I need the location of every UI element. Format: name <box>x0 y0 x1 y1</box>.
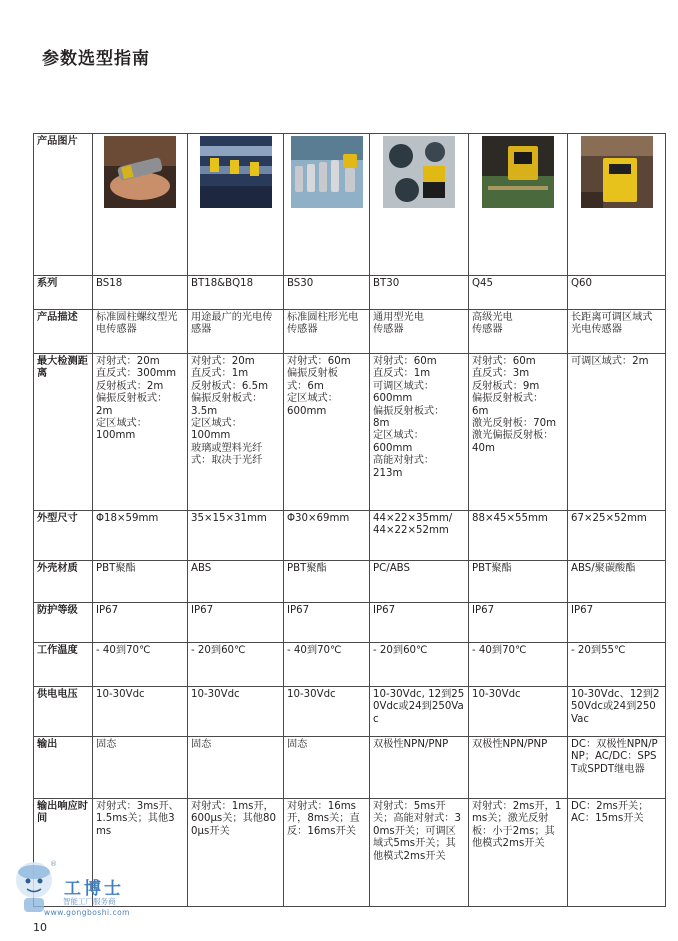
response-cell: DC：2ms开关； AC：15ms开关 <box>568 799 666 907</box>
size-cell: 35×15×31mm <box>188 511 284 561</box>
row-size <box>34 511 666 561</box>
output-cell: 固态 <box>93 737 188 799</box>
series-cell: Q60 <box>568 276 666 310</box>
row-header-series: 系列 <box>34 276 93 310</box>
product-photo-bt18-bq18 <box>200 136 272 208</box>
product-photo-bs30 <box>291 136 363 208</box>
range-cell: 可调区域式：2m <box>568 354 666 511</box>
row-header-housing: 外壳材质 <box>34 561 93 603</box>
product-photo-q60 <box>581 136 653 208</box>
desc-cell: 高级光电 传感器 <box>469 310 568 354</box>
series-cell: BT30 <box>370 276 469 310</box>
row-header-output: 输出 <box>34 737 93 799</box>
row-voltage <box>34 687 666 737</box>
desc-cell: 标准圆柱形光电传感器 <box>284 310 370 354</box>
row-temp <box>34 643 666 687</box>
voltage-cell: 10-30Vdc、12到250Vdc或24到250Vac <box>568 687 666 737</box>
voltage-cell: 10-30Vdc <box>284 687 370 737</box>
protection-cell: IP67 <box>284 603 370 643</box>
temp-cell: - 40到70℃ <box>284 643 370 687</box>
row-header-image: 产品图片 <box>34 134 93 276</box>
row-protection <box>34 603 666 643</box>
housing-cell: PBT聚酯 <box>469 561 568 603</box>
voltage-cell: 10-30Vdc, 12到250Vdc或24到250Vac <box>370 687 469 737</box>
row-header-temp: 工作温度 <box>34 643 93 687</box>
range-cell: 对射式：60m 直反式：3m 反射板式：9m 偏振反射板式： 6m 激光反射板：70m 激光偏振反射板： 40m <box>469 354 568 511</box>
watermark-brand: 工博士 <box>64 879 124 899</box>
temp-cell: - 40到70℃ <box>93 643 188 687</box>
range-cell: 对射式：60m 直反式：1m 可调区域式： 600mm 偏振反射板式： 8m 定区域式： 600mm 高能对射式： 213m <box>370 354 469 511</box>
size-cell: Φ30×69mm <box>284 511 370 561</box>
protection-cell: IP67 <box>188 603 284 643</box>
housing-cell: ABS <box>188 561 284 603</box>
voltage-cell: 10-30Vdc <box>469 687 568 737</box>
response-cell: 对射式：16ms开，8ms关；直反：16ms开关 <box>284 799 370 907</box>
protection-cell: IP67 <box>568 603 666 643</box>
range-cell: 对射式：60m 偏振反射板 式：6m 定区域式： 600mm <box>284 354 370 511</box>
page-title: 参数选型指南 <box>42 49 150 69</box>
row-series <box>34 276 666 310</box>
series-cell: Q45 <box>469 276 568 310</box>
row-header-voltage: 供电电压 <box>34 687 93 737</box>
size-cell: 44×22×35mm/ 44×22×52mm <box>370 511 469 561</box>
watermark-tagline: 智能工厂服务商 <box>63 897 116 906</box>
response-cell: 对射式：2ms开，1ms关；激光反射板：小于2ms；其他模式2ms开关 <box>469 799 568 907</box>
temp-cell: - 40到70℃ <box>469 643 568 687</box>
output-cell: 双极性NPN/PNP <box>370 737 469 799</box>
row-header-range: 最大检测距离 <box>34 354 93 511</box>
product-photo-q45 <box>482 136 554 208</box>
voltage-cell: 10-30Vdc <box>93 687 188 737</box>
desc-cell: 用途最广的光电传感器 <box>188 310 284 354</box>
desc-cell: 通用型光电 传感器 <box>370 310 469 354</box>
row-header-desc: 产品描述 <box>34 310 93 354</box>
size-cell: 88×45×55mm <box>469 511 568 561</box>
temp-cell: - 20到55℃ <box>568 643 666 687</box>
protection-cell: IP67 <box>370 603 469 643</box>
response-cell: 对射式：3ms开、1.5ms关；其他3ms <box>93 799 188 907</box>
product-photo-bt30 <box>383 136 455 208</box>
desc-cell: 标准圆柱螺纹型光电传感器 <box>93 310 188 354</box>
protection-cell: IP67 <box>93 603 188 643</box>
watermark-url: www.gongboshi.com <box>44 908 130 917</box>
output-cell: 双极性NPN/PNP <box>469 737 568 799</box>
response-cell: 对射式：1ms开，600μs关；其他800μs开关 <box>188 799 284 907</box>
row-housing <box>34 561 666 603</box>
size-cell: 67×25×52mm <box>568 511 666 561</box>
housing-cell: PBT聚酯 <box>93 561 188 603</box>
temp-cell: - 20到60℃ <box>188 643 284 687</box>
row-desc <box>34 310 666 354</box>
series-cell: BS18 <box>93 276 188 310</box>
voltage-cell: 10-30Vdc <box>188 687 284 737</box>
protection-cell: IP67 <box>469 603 568 643</box>
product-photo-bs18 <box>104 136 176 208</box>
size-cell: Φ18×59mm <box>93 511 188 561</box>
series-cell: BT18&BQ18 <box>188 276 284 310</box>
desc-cell: 长距离可调区域式光电传感器 <box>568 310 666 354</box>
range-cell: 对射式：20m 直反式：300mm 反射板式：2m 偏振反射板式： 2m 定区域式： 100mm <box>93 354 188 511</box>
row-range <box>34 354 666 511</box>
series-cell: BS30 <box>284 276 370 310</box>
spec-table <box>33 133 666 907</box>
housing-cell: PC/ABS <box>370 561 469 603</box>
output-cell: DC：双极性NPN/PNP；AC/DC：SPST或SPDT继电器 <box>568 737 666 799</box>
range-cell: 对射式：20m 直反式：1m 反射板式：6.5m 偏振反射板式： 3.5m 定区域式： 100mm 玻璃或塑料光纤式：取决于光纤 <box>188 354 284 511</box>
output-cell: 固态 <box>284 737 370 799</box>
row-header-response: 输出响应时间 <box>34 799 93 907</box>
page-number: 10 <box>33 921 47 934</box>
housing-cell: ABS/聚碳酸酯 <box>568 561 666 603</box>
row-image <box>34 134 666 276</box>
housing-cell: PBT聚酯 <box>284 561 370 603</box>
row-header-protection: 防护等级 <box>34 603 93 643</box>
response-cell: 对射式：5ms开关；高能对射式：30ms开关；可调区域式5ms开关；其他模式2ms开关 <box>370 799 469 907</box>
watermark-registered-mark: ® <box>50 860 57 868</box>
row-response <box>34 799 666 907</box>
temp-cell: - 20到60℃ <box>370 643 469 687</box>
row-output <box>34 737 666 799</box>
output-cell: 固态 <box>188 737 284 799</box>
row-header-size: 外型尺寸 <box>34 511 93 561</box>
